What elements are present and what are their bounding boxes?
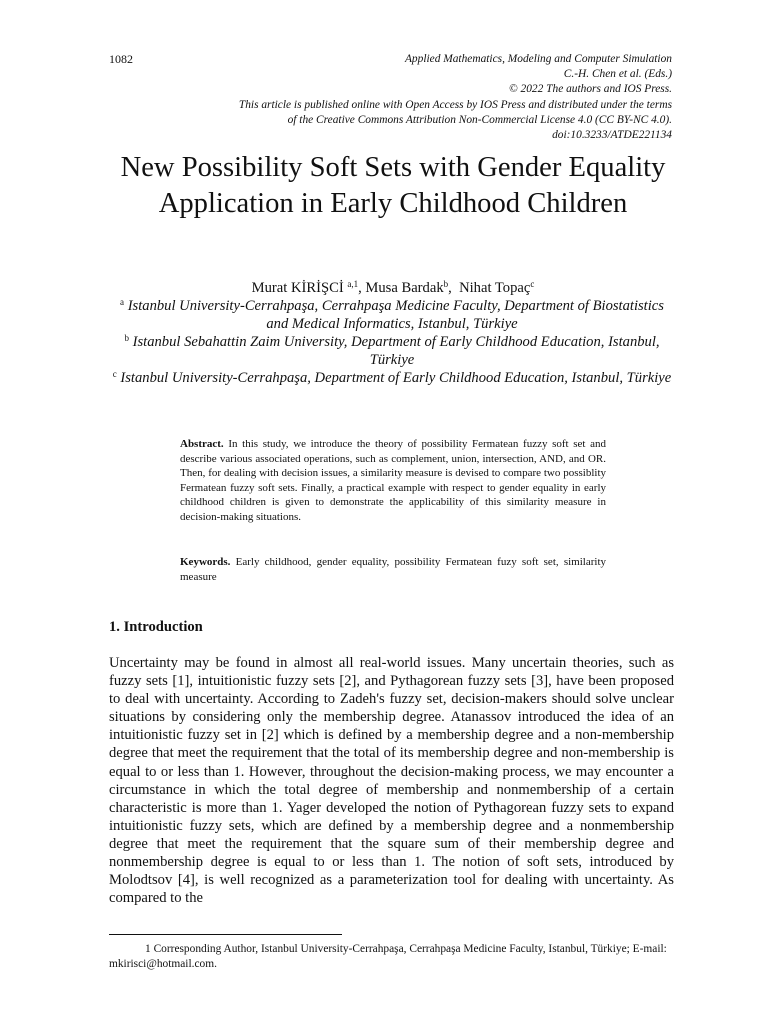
abstract-label: Abstract. xyxy=(180,438,224,450)
affiliation-mark: c xyxy=(112,369,117,379)
footnote-text: Corresponding Author, Istanbul University-Cerrahpaşa, Cerrahpaşa Medicine Faculty, Istanbul, Türkiye; E-mail: mkirisci@hotmail.com. xyxy=(109,943,667,971)
author-affiliation-mark: c xyxy=(530,279,535,289)
author-name: Nihat Topaç xyxy=(459,280,531,296)
affiliation-mark: a xyxy=(120,297,125,307)
keywords-label: Keywords. xyxy=(180,556,231,568)
author-list xyxy=(96,279,690,297)
header-editors: C.-H. Chen et al. (Eds.) xyxy=(563,68,672,81)
author-separator: , xyxy=(358,280,366,296)
section-heading: 1. Introduction xyxy=(109,619,203,635)
keywords-text: Early childhood, gender equality, possibility Fermatean fuzy soft set, similarity measure xyxy=(180,556,606,583)
footnote-divider xyxy=(109,934,342,935)
affiliation-text: Istanbul University-Cerrahpaşa, Cerrahpaşa Medicine Faculty, Department of Biostatistics and Medical Informatics, Istanbul, Türkiye xyxy=(127,298,664,332)
author-affiliation-mark: a,1 xyxy=(347,279,359,289)
affiliation-a xyxy=(112,298,672,333)
affiliation-b xyxy=(112,334,672,369)
header-doi: doi:10.3233/ATDE221134 xyxy=(552,129,672,142)
affiliation-mark: b xyxy=(124,333,129,343)
paper-title: New Possibility Soft Sets with Gender Equality Application in Early Childhood Children xyxy=(120,152,666,219)
author-name: Murat KİRİŞCİ xyxy=(251,280,344,296)
affiliation-text: Istanbul Sebahattin Zaim University, Department of Early Childhood Education, Istanbul, Türkiye xyxy=(132,334,660,368)
author-affiliation-mark: b xyxy=(443,279,449,289)
affiliation-text: Istanbul University-Cerrahpaşa, Department of Early Childhood Education, Istanbul, Türkiye xyxy=(120,370,672,386)
abstract xyxy=(180,437,606,525)
header-copyright: © 2022 The authors and IOS Press. xyxy=(509,83,672,96)
page-number: 1082 xyxy=(109,52,133,66)
abstract-text: In this study, we introduce the theory of possibility Fermatean fuzzy soft set and describe various associated operations, such as complement, union, intersection, AND, and OR. Then, for dealing with decision issues, a similarity measure is devised to compare two possiblity Fermatean fuzzy soft sets. Finally, a practical example with respect to gender equality in early childhood children is given to demonstrate the applicability of this similarity measure in decision-making situations. xyxy=(180,438,607,523)
author-separator: , xyxy=(448,280,460,296)
header-license-line-1: This article is published online with Open Access by IOS Press and distributed under the terms xyxy=(238,98,672,111)
header-book-title: Applied Mathematics, Modeling and Computer Simulation xyxy=(404,53,672,65)
running-header xyxy=(152,52,672,143)
footnote xyxy=(109,942,674,972)
keywords xyxy=(180,555,606,584)
footnote-mark: 1 xyxy=(145,943,151,955)
header-license-line-2: of the Creative Commons Attribution Non-Commercial License 4.0 (CC BY-NC 4.0). xyxy=(287,113,672,126)
author-name: Musa Bardak xyxy=(365,280,444,296)
introduction-paragraph: Uncertainty may be found in almost all real-world issues. Many uncertain theories, such as fuzzy sets [1], intuitionistic fuzzy sets [2], and Pythagorean fuzzy sets [3], have been proposed to deal with uncertainty. According to Zadeh's fuzzy set, decision-makers should solve unclear situations by considering only the membership degree. Atanassov introduced the idea of an intuitionistic fuzzy set in [2] which is defined by a membership degree and a non-membership degree that meet the requirement that the total of its membership degree and non-membership is equal to or less than 1. However, throughout the decision-making process, we may encounter a circumstance in which the total degree of membership and nonmembership of a certain characteristic is more than 1. Yager developed the notion of Pythagorean fuzzy sets to expand intuitionistic fuzzy sets, which are defined by a membership degree and a nonmembership degree that meet the requirement that the square sum of their membership degree and nonmembership degree is equal to or less than 1. The notion of soft sets, introduced by Molodtsov [4], is well recognized as a parameterization tool for dealing with uncertainty. As compared to the xyxy=(109,655,674,907)
affiliation-c xyxy=(104,370,680,388)
